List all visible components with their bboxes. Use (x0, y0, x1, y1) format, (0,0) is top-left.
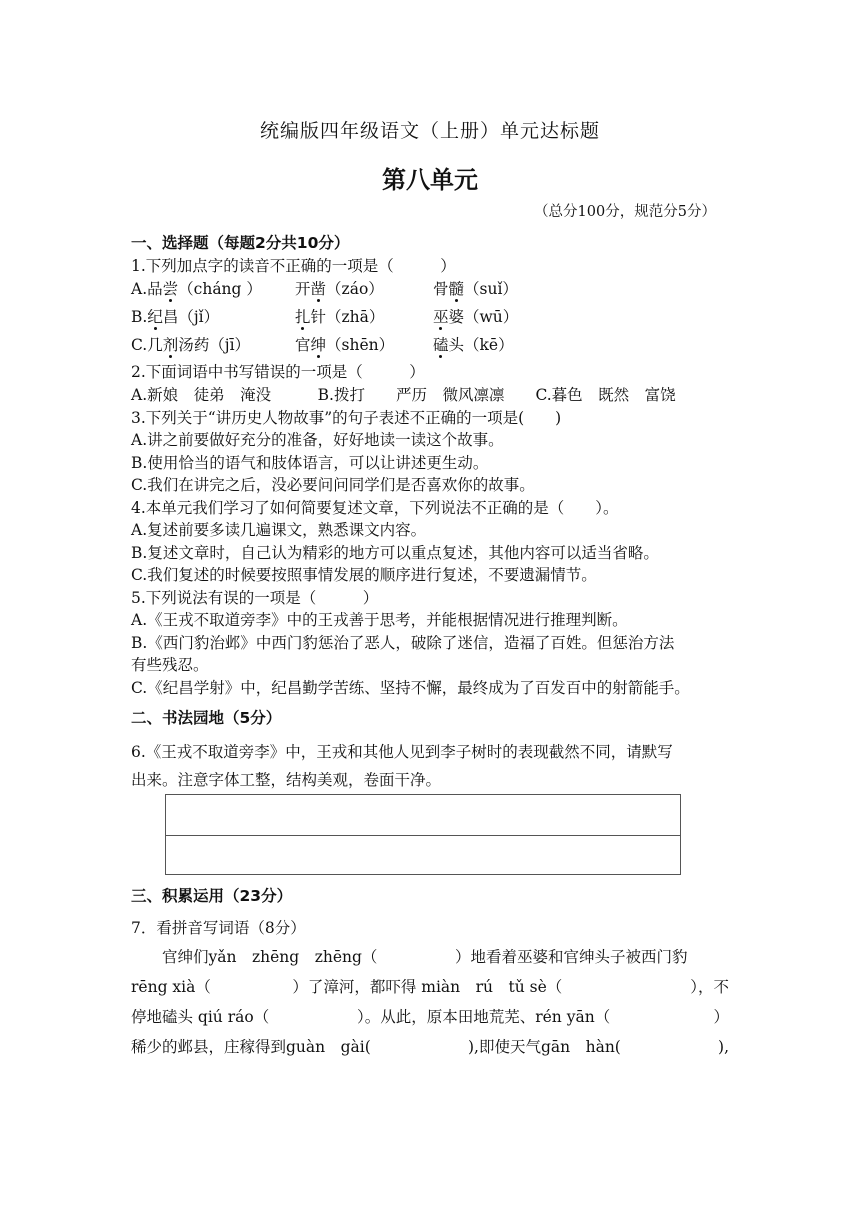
section-2-heading: 二、书法园地（5分） (131, 709, 282, 727)
q5-option-b-line2: 有些残忍。 (131, 656, 209, 674)
score-note: （总分100分，规范分5分） (534, 204, 716, 220)
q3-option-b: B.使用恰当的语气和肢体语言，可以让讲述更生动。 (131, 454, 489, 472)
unit-title: 第八单元 (382, 166, 478, 194)
q3-stem: 3.下列关于“讲历史人物故事”的句子表述不正确的一项是( ) (131, 409, 562, 427)
q4-stem: 4.本单元我们学习了如何简要复述文章，下列说法不正确的是（ ）。 (131, 499, 619, 517)
q7-paragraph-line-4: 稀少的邺县，庄稼得到guàn gài( ),即使天气gān hàn( ), (131, 1038, 729, 1056)
q5-option-b-line1: B.《西门豹治邺》中西门豹惩治了恶人，破除了迷信，造福了百姓。但惩治方法 (131, 634, 675, 652)
q7-paragraph-line-3: 停地磕头 qiú ráo（ ）。从此，原本田地荒芜、rén yān（ ） (131, 1008, 729, 1026)
q6-line-1: 6.《王戎不取道旁李》中，王戎和其他人见到李子树时的表现截然不同，请默写 (131, 743, 673, 761)
q7-paragraph-line-1: 官绅们yǎn zhēng zhēng（ ）地看着巫婆和官绅头子被西门豹 (131, 948, 688, 966)
q5-option-a: A.《王戎不取道旁李》中的王戎善于思考，并能根据情况进行推理判断。 (131, 611, 628, 629)
writing-answer-box[interactable] (165, 794, 681, 875)
section-3-heading: 三、积累运用（23分） (131, 887, 293, 905)
answer-blank[interactable]: ）。从此，原本田地荒芜、rén yān（ (294, 1008, 611, 1026)
q2-stem: 2.下面词语中书写错误的一项是（ ） (131, 363, 425, 381)
q3-option-a: A.讲之前要做好充分的准备，好好地读一读这个故事。 (131, 431, 504, 449)
q1-option-a: A.品尝（cháng ） 开凿（záo） 骨髓（suǐ） (131, 280, 518, 298)
q2-options: A.新娘 徒弟 淹没 B.拨打 严历 微风凛凛 C.暮色 既然 富饶 (131, 386, 676, 404)
q3-option-c: C.我们在讲完之后，没必要问问同学们是否喜欢你的故事。 (131, 476, 535, 494)
answer-blank[interactable]: ),即使天气gān hàn( (390, 1038, 621, 1056)
q1-option-c: C.几剂汤药（jī） 官绅（shēn） 磕头（kē） (131, 336, 514, 354)
q7-stem: 7．看拼音写词语（8分） (131, 919, 306, 937)
q5-option-c: C.《纪昌学射》中，纪昌勤学苦练、坚持不懈，最终成为了百发百中的射箭能手。 (131, 679, 690, 697)
section-1-heading: 一、选择题（每题2分共10分） (131, 234, 350, 252)
q4-option-c: C.我们复述的时候要按照事情发展的顺序进行复述，不要遗漏情节。 (131, 566, 597, 584)
answer-blank[interactable]: ）了漳河，都吓得 miàn rú tǔ sè（ (230, 978, 563, 996)
answer-blank[interactable]: ）地看着巫婆和官绅头子被西门豹 (377, 948, 688, 966)
q6-line-2: 出来。注意字体工整，结构美观，卷面干净。 (131, 771, 442, 789)
q4-option-b: B.复述文章时，自己认为精彩的地方可以重点复述，其他内容可以适当省略。 (131, 544, 659, 562)
q1-option-b: B.纪昌（jǐ） 扎针（zhā） 巫婆（wū） (131, 308, 519, 326)
q7-paragraph-line-2: rēng xià（ ）了漳河，都吓得 miàn rú tǔ sè（ ），不 (131, 978, 729, 996)
q1-stem: 1.下列加点字的读音不正确的一项是（ ） (131, 257, 456, 275)
writing-box-divider (166, 835, 680, 836)
document-title: 统编版四年级语文（上册）单元达标题 (259, 120, 600, 142)
q4-option-a: A.复述前要多读几遍课文，熟悉课文内容。 (131, 521, 427, 539)
q5-stem: 5.下列说法有误的一项是（ ） (131, 589, 379, 607)
